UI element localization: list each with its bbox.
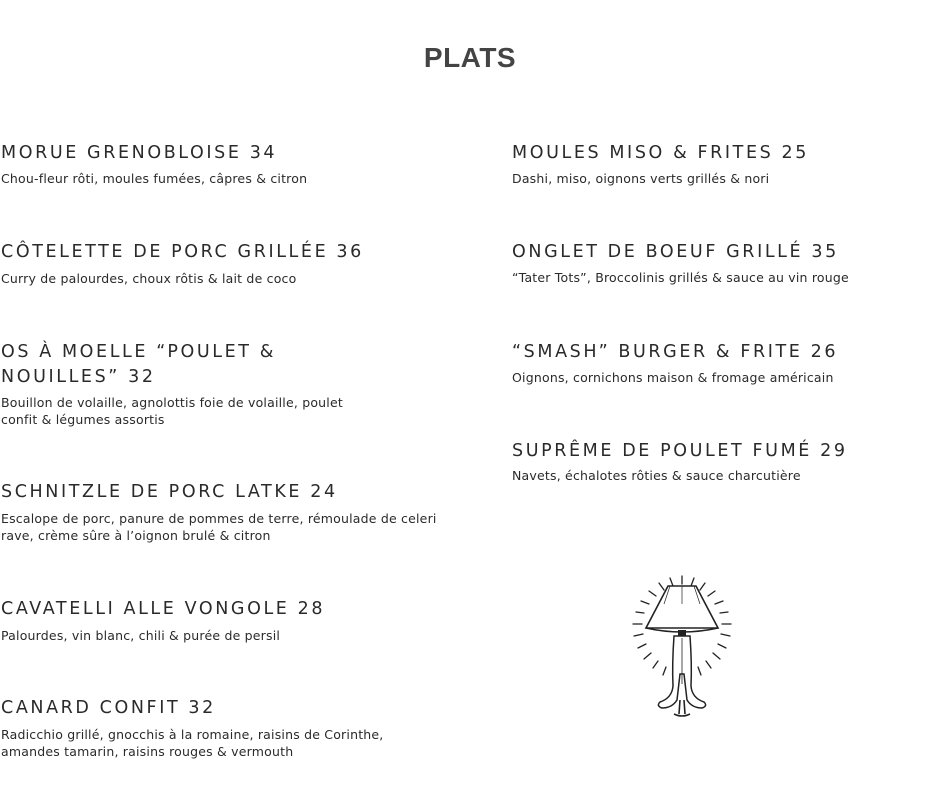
menu-item-smash-burger	[512, 340, 932, 386]
menu-item-supreme-poulet	[512, 439, 932, 484]
dish-name: SCHNITZLE DE PORC LATKE 24	[1, 482, 338, 502]
dish-name: ONGLET DE BOEUF GRILLÉ 35	[512, 242, 839, 262]
dish-description: Palourdes, vin blanc, chili & purée de persil	[1, 628, 281, 643]
dish-name: CANARD CONFIT 32	[1, 698, 216, 718]
dish-name: SUPRÊME DE POULET FUMÉ 29	[512, 441, 848, 461]
dish-name: OS À MOELLE “POULET & NOUILLES” 32	[1, 342, 276, 387]
dish-name: CÔTELETTE DE PORC GRILLÉE 36	[1, 242, 364, 262]
dish-description: Chou-fleur rôti, moules fumées, câpres & citron	[1, 171, 308, 186]
menu-item-moules	[512, 141, 932, 187]
leg-lamp-illustration-icon	[630, 574, 734, 720]
menu-item-cotelette	[1, 240, 441, 287]
page-title: PLATS	[423, 42, 517, 73]
dish-name: “SMASH” BURGER & FRITE 26	[512, 342, 839, 362]
dish-name: MORUE GRENOBLOISE 34	[1, 143, 278, 163]
dish-description: Dashi, miso, oignons verts grillés & nori	[512, 171, 770, 186]
dish-description: Bouillon de volaille, agnolottis foie de volaille, poulet confit & légumes assortis	[1, 395, 343, 427]
dish-name: MOULES MISO & FRITES 25	[512, 143, 809, 163]
dish-description: “Tater Tots”, Broccolinis grillés & sauce au vin rouge	[512, 270, 849, 285]
menu-item-cavatelli	[1, 597, 441, 644]
dish-description: Oignons, cornichons maison & fromage américain	[512, 370, 834, 385]
menu-item-schnitzle	[1, 480, 446, 544]
menu-item-morue	[1, 141, 441, 187]
menu-item-os-a-moelle	[1, 340, 401, 428]
dish-name: CAVATELLI ALLE VONGOLE 28	[1, 599, 326, 619]
menu-item-canard	[1, 696, 441, 760]
dish-description: Navets, échalotes rôties & sauce charcutière	[512, 468, 801, 483]
dish-description: Curry de palourdes, choux rôtis & lait de coco	[1, 271, 297, 286]
dish-description: Radicchio grillé, gnocchis à la romaine, raisins de Corinthe, amandes tamarin, raisins rouges & vermouth	[1, 727, 384, 759]
menu-item-onglet	[512, 240, 932, 286]
dish-description: Escalope de porc, panure de pommes de terre, rémoulade de celeri rave, crème sûre à l’oignon brulé & citron	[1, 511, 437, 543]
